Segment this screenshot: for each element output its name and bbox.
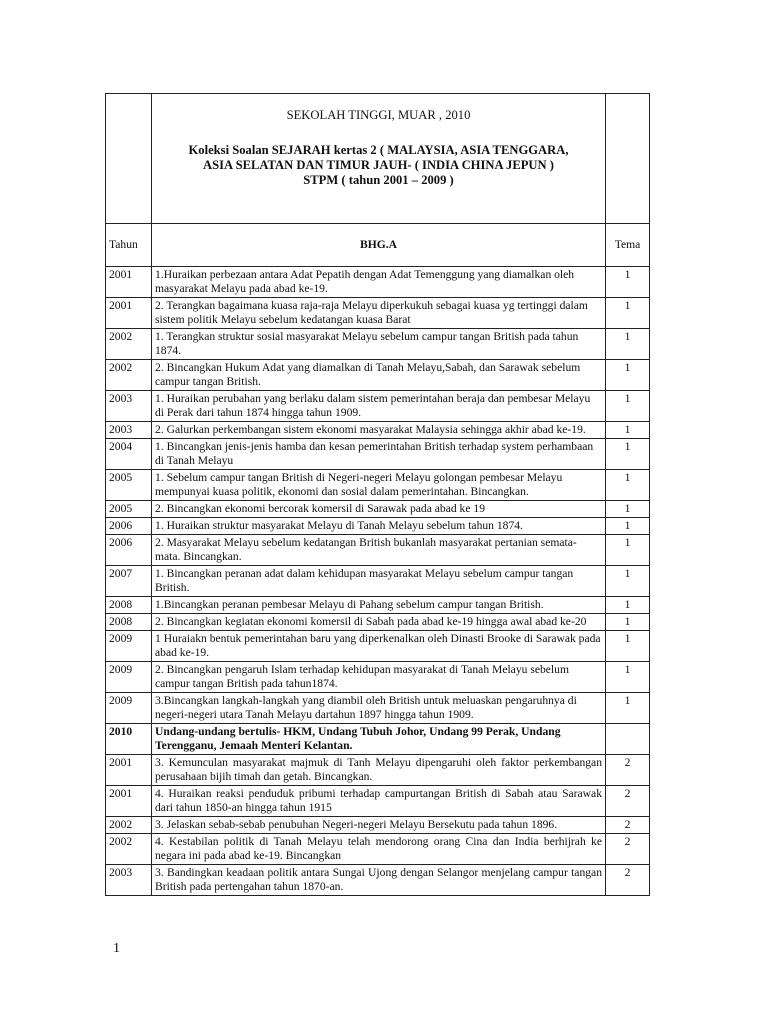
row-question: 1.Huraikan perbezaan antara Adat Pepatih dengan Adat Temenggung yang diamalkan oleh masyarakat Melayu pada abad ke-19. bbox=[152, 267, 606, 298]
row-tema: 1 bbox=[606, 329, 650, 360]
row-year: 2002 bbox=[106, 817, 152, 834]
title-line-3: STPM ( tahun 2001 – 2009 ) bbox=[303, 173, 454, 187]
row-tema: 1 bbox=[606, 518, 650, 535]
row-tema: 1 bbox=[606, 501, 650, 518]
table-row bbox=[106, 535, 650, 566]
row-tema: 1 bbox=[606, 391, 650, 422]
row-question: 4. Kestabilan politik di Tanah Melayu telah mendorong orang Cina dan India berhijrah ke negara ini pada abad ke-19. Bincangkan bbox=[152, 834, 606, 865]
table-body bbox=[106, 94, 650, 896]
row-tema: 2 bbox=[606, 755, 650, 786]
row-tema: 1 bbox=[606, 566, 650, 597]
row-tema: 1 bbox=[606, 439, 650, 470]
row-tema: 1 bbox=[606, 422, 650, 439]
row-question: 1 Huraiakn bentuk pemerintahan baru yang diperkenalkan oleh Dinasti Brooke di Sarawak pada abad ke-19. bbox=[152, 631, 606, 662]
row-year: 2007 bbox=[106, 566, 152, 597]
table-row bbox=[106, 518, 650, 535]
table-row bbox=[106, 298, 650, 329]
row-year: 2001 bbox=[106, 786, 152, 817]
page-number: 1 bbox=[113, 941, 120, 956]
table-row bbox=[106, 566, 650, 597]
row-year: 2005 bbox=[106, 501, 152, 518]
row-year: 2001 bbox=[106, 755, 152, 786]
row-tema: 1 bbox=[606, 662, 650, 693]
header-row bbox=[106, 94, 650, 224]
header-title-cell bbox=[152, 94, 606, 224]
column-header-year: Tahun bbox=[106, 224, 152, 267]
row-year: 2008 bbox=[106, 597, 152, 614]
table-row bbox=[106, 501, 650, 518]
row-question: 4. Huraikan reaksi penduduk pribumi terhadap campurtangan British di Sabah atau Sarawak dari tahun 1850-an hingga tahun 1915 bbox=[152, 786, 606, 817]
row-tema: 1 bbox=[606, 470, 650, 501]
row-year: 2008 bbox=[106, 614, 152, 631]
table-row bbox=[106, 614, 650, 631]
row-question: 3.Bincangkan langkah-langkah yang diambil oleh British untuk meluaskan pengaruhnya di negeri-negeri utara Tanah Melayu dartahun 1897 hingga tahun 1909. bbox=[152, 693, 606, 724]
table-row bbox=[106, 597, 650, 614]
row-question: 3. Jelaskan sebab-sebab penubuhan Negeri-negeri Melayu Bersekutu pada tahun 1896. bbox=[152, 817, 606, 834]
table-row bbox=[106, 755, 650, 786]
row-question: 2. Masyarakat Melayu sebelum kedatangan British bukanlah masyarakat pertanian semata-mata. Bincangkan. bbox=[152, 535, 606, 566]
row-year: 2002 bbox=[106, 360, 152, 391]
row-question: 1. Huraikan struktur masyarakat Melayu di Tanah Melayu sebelum tahun 1874. bbox=[152, 518, 606, 535]
row-question: 1. Bincangkan peranan adat dalam kehidupan masyarakat Melayu sebelum campur tangan British. bbox=[152, 566, 606, 597]
row-year: 2006 bbox=[106, 518, 152, 535]
row-year: 2001 bbox=[106, 267, 152, 298]
row-tema: 2 bbox=[606, 834, 650, 865]
row-year: 2002 bbox=[106, 834, 152, 865]
row-year: 2010 bbox=[106, 724, 152, 755]
row-tema: 1 bbox=[606, 267, 650, 298]
row-year: 2006 bbox=[106, 535, 152, 566]
row-tema: 1 bbox=[606, 535, 650, 566]
row-year: 2009 bbox=[106, 631, 152, 662]
row-question: 1.Bincangkan peranan pembesar Melayu di Pahang sebelum campur tangan British. bbox=[152, 597, 606, 614]
table-row bbox=[106, 817, 650, 834]
row-tema: 1 bbox=[606, 614, 650, 631]
table-row bbox=[106, 724, 650, 755]
column-header-tema: Tema bbox=[606, 224, 650, 267]
row-tema: 1 bbox=[606, 298, 650, 329]
table-row bbox=[106, 631, 650, 662]
table-row bbox=[106, 267, 650, 298]
row-question: 1. Sebelum campur tangan British di Negeri-negeri Melayu golongan pembesar Melayu mempunyai kuasa politik, ekonomi dan sosial dalam pemerintahan. Bincangkan. bbox=[152, 470, 606, 501]
row-tema: 1 bbox=[606, 631, 650, 662]
row-question: 1. Bincangkan jenis-jenis hamba dan kesan pemerintahan British terhadap system perhambaan di Tanah Melayu bbox=[152, 439, 606, 470]
column-header-section: BHG.A bbox=[152, 224, 606, 267]
row-year: 2004 bbox=[106, 439, 152, 470]
table-row bbox=[106, 470, 650, 501]
row-tema: 2 bbox=[606, 865, 650, 896]
row-year: 2009 bbox=[106, 693, 152, 724]
header-tema-cell bbox=[606, 94, 650, 224]
row-question: 3. Bandingkan keadaan politik antara Sungai Ujong dengan Selangor menjelang campur tangan British pada pertengahan tahun 1870-an. bbox=[152, 865, 606, 896]
row-tema: 2 bbox=[606, 817, 650, 834]
header-year-cell bbox=[106, 94, 152, 224]
row-tema: 2 bbox=[606, 786, 650, 817]
table-row bbox=[106, 391, 650, 422]
school-name: SEKOLAH TINGGI, MUAR , 2010 bbox=[286, 108, 471, 122]
row-question: Undang-undang bertulis- HKM, Undang Tubuh Johor, Undang 99 Perak, Undang Terengganu, Jemaah Menteri Kelantan. bbox=[152, 724, 606, 755]
row-question: 3. Kemunculan masyarakat majmuk di Tanh Melayu dipengaruhi oleh faktor perkembangan perusahaan bijih timah dan getah. Bincangkan. bbox=[152, 755, 606, 786]
row-year: 2003 bbox=[106, 422, 152, 439]
table-row bbox=[106, 329, 650, 360]
row-year: 2003 bbox=[106, 391, 152, 422]
row-question: 2. Galurkan perkembangan sistem ekonomi masyarakat Malaysia sehingga akhir abad ke-19. bbox=[152, 422, 606, 439]
row-question: 2. Terangkan bagaimana kuasa raja-raja Melayu diperkukuh sebagai kuasa yg tertinggi dalam sistem politik Melayu sebelum kedatangan kuasa Barat bbox=[152, 298, 606, 329]
row-question: 2. Bincangkan kegiatan ekonomi komersil di Sabah pada abad ke-19 hingga awal abad ke-20 bbox=[152, 614, 606, 631]
questions-table bbox=[105, 93, 650, 896]
row-tema: 1 bbox=[606, 693, 650, 724]
row-year: 2005 bbox=[106, 470, 152, 501]
row-year: 2001 bbox=[106, 298, 152, 329]
table-row bbox=[106, 865, 650, 896]
table-row bbox=[106, 786, 650, 817]
row-year: 2003 bbox=[106, 865, 152, 896]
table-row bbox=[106, 422, 650, 439]
row-question: 1. Huraikan perubahan yang berlaku dalam sistem pemerintahan beraja dan pembesar Melayu di Perak dari tahun 1874 hingga tahun 1909. bbox=[152, 391, 606, 422]
column-header-row bbox=[106, 224, 650, 267]
table-row bbox=[106, 360, 650, 391]
row-question: 2. Bincangkan pengaruh Islam terhadap kehidupan masyarakat di Tanah Melayu sebelum campur tangan British pada tahun1874. bbox=[152, 662, 606, 693]
row-question: 2. Bincangkan Hukum Adat yang diamalkan di Tanah Melayu,Sabah, dan Sarawak sebelum campur tangan British. bbox=[152, 360, 606, 391]
row-tema bbox=[606, 724, 650, 755]
table-row bbox=[106, 662, 650, 693]
title-line-2: ASIA SELATAN DAN TIMUR JAUH- ( INDIA CHINA JEPUN ) bbox=[203, 158, 554, 172]
row-year: 2002 bbox=[106, 329, 152, 360]
row-year: 2009 bbox=[106, 662, 152, 693]
row-tema: 1 bbox=[606, 597, 650, 614]
row-tema: 1 bbox=[606, 360, 650, 391]
row-question: 1. Terangkan struktur sosial masyarakat Melayu sebelum campur tangan British pada tahun 1874. bbox=[152, 329, 606, 360]
table-row bbox=[106, 693, 650, 724]
row-question: 2. Bincangkan ekonomi bercorak komersil di Sarawak pada abad ke 19 bbox=[152, 501, 606, 518]
title-line-1: Koleksi Soalan SEJARAH kertas 2 ( MALAYSIA, ASIA TENGGARA, bbox=[188, 143, 569, 157]
table-row bbox=[106, 439, 650, 470]
table-row bbox=[106, 834, 650, 865]
